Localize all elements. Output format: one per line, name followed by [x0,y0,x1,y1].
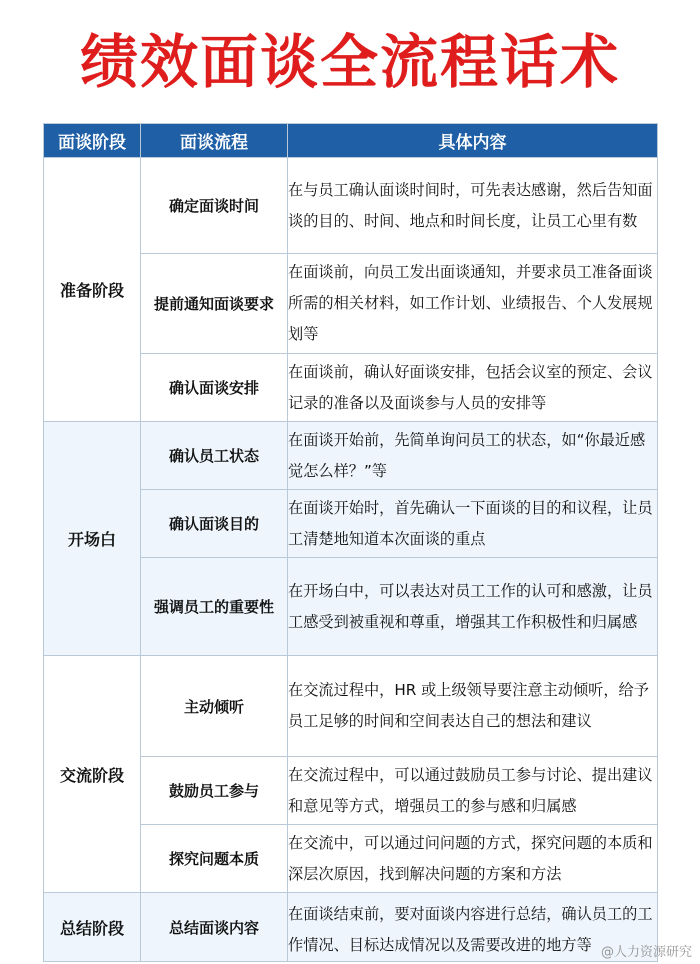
header-stage: 面谈阶段 [44,124,141,158]
process-cell: 确认员工状态 [141,422,288,490]
stage-cell: 交流阶段 [44,656,141,893]
content-cell: 在与员工确认面谈时间时，可先表达感谢，然后告知面谈的目的、时间、地点和时间长度，让员工心里有数 [288,158,658,254]
group-summary [44,893,658,962]
process-cell: 总结面谈内容 [141,893,288,962]
table-row [44,158,658,254]
table-header-row [44,124,658,158]
talk-process-table [43,123,658,962]
content-cell: 在面谈开始时，首先确认一下面谈的目的和议程，让员工清楚地知道本次面谈的重点 [288,490,658,558]
stage-cell: 开场白 [44,422,141,656]
content-cell: 在开场白中，可以表达对员工工作的认可和感激，让员工感受到被重视和尊重，增强其工作积极性和归属感 [288,558,658,656]
table-row [44,893,658,962]
group-preparation [44,158,658,422]
content-cell: 在交流过程中，可以通过鼓励员工参与讨论、提出建议和意见等方式，增强员工的参与感和归属感 [288,757,658,825]
process-cell: 强调员工的重要性 [141,558,288,656]
process-cell: 探究问题本质 [141,825,288,893]
stage-cell: 准备阶段 [44,158,141,422]
content-cell: 在面谈前，确认好面谈安排，包括会议室的预定、会议记录的准备以及面谈参与人员的安排等 [288,354,658,422]
page-title: 绩效面谈全流程话术 [79,28,620,96]
content-cell: 在交流中，可以通过问问题的方式，探究问题的本质和深层次原因，找到解决问题的方案和方法 [288,825,658,893]
process-cell: 提前通知面谈要求 [141,254,288,354]
process-cell: 主动倾听 [141,656,288,757]
content-cell: 在面谈开始前，先简单询问员工的状态，如“你最近感觉怎么样？”等 [288,422,658,490]
table-row [44,422,658,490]
header-content: 具体内容 [288,124,658,158]
group-opening [44,422,658,656]
content-cell: 在面谈前，向员工发出面谈通知，并要求员工准备面谈所需的相关材料，如工作计划、业绩报告、个人发展规划等 [288,254,658,354]
process-cell: 确认面谈目的 [141,490,288,558]
content-cell: 在面谈结束前，要对面谈内容进行总结，确认员工的工作情况、目标达成情况以及需要改进的地方等 [288,893,658,962]
header-process: 面谈流程 [141,124,288,158]
group-communication [44,656,658,893]
table-row [44,656,658,757]
stage-cell: 总结阶段 [44,893,141,962]
process-cell: 鼓励员工参与 [141,757,288,825]
process-cell: 确定面谈时间 [141,158,288,254]
content-cell: 在交流过程中，HR 或上级领导要注意主动倾听，给予员工足够的时间和空间表达自己的想法和建议 [288,656,658,757]
process-cell: 确认面谈安排 [141,354,288,422]
watermark: @人力资源研究 [600,945,692,960]
